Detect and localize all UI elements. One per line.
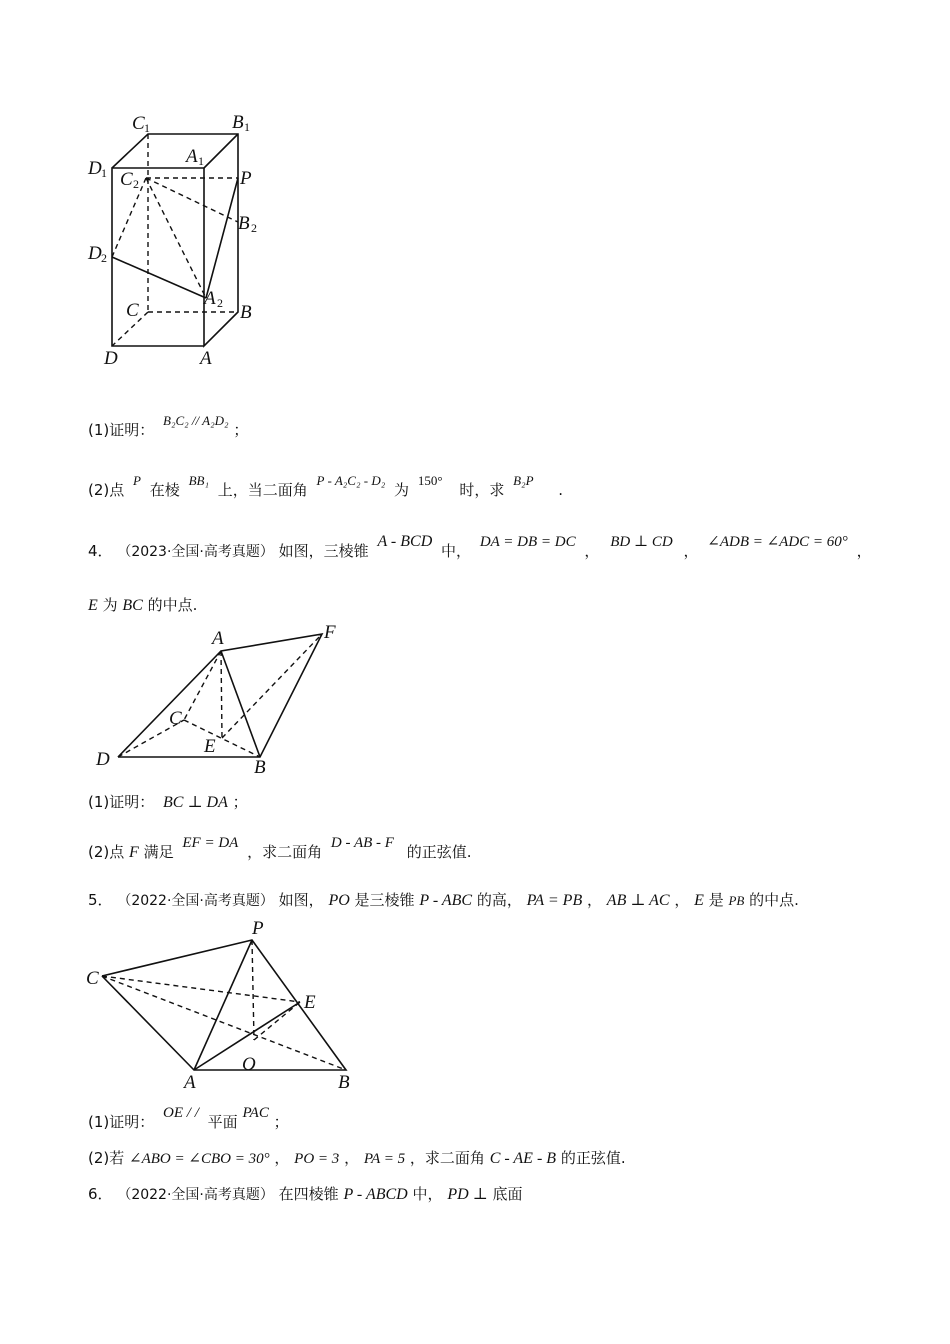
q4-E: E [88, 597, 98, 614]
fig2-label-B: B [254, 757, 266, 778]
label-C: C [126, 300, 139, 321]
q4-t2: 中， [441, 542, 472, 560]
q3-p2-prefix: (2)点 [88, 481, 125, 499]
q5-E: E [694, 892, 704, 909]
q3-p2-BB1: BB₁ [188, 473, 209, 488]
q5-p1-PAC: PAC [242, 1105, 269, 1121]
fig3-label-C: C [86, 968, 99, 989]
q3-p2-P: P [133, 473, 141, 488]
fig3-label-A: A [184, 1072, 196, 1093]
fig2-label-F: F [324, 622, 336, 643]
q5-t1: 如图， [278, 891, 324, 909]
q5-stem [88, 890, 799, 911]
label-C1: C [132, 113, 145, 134]
q6-stem [88, 1184, 522, 1205]
label-D2: D [88, 243, 102, 264]
q3-p1-math: B₂C₂ // A₂D₂ [163, 413, 229, 428]
q4-sep2: ， [683, 542, 699, 560]
q5-p2-sep1: ， [274, 1149, 290, 1167]
q6-pyramid: P - ABCD [343, 1186, 408, 1203]
q4-cond1: DA = DB = DC [479, 534, 576, 550]
q5-sep1: ， [587, 891, 603, 909]
q6-source: （2022·全国·高考真题） [117, 1187, 274, 1203]
q5-part1 [88, 1105, 289, 1133]
q5-p2-cond2: PO = 3 [294, 1151, 340, 1167]
q6-cond1: PD ⊥ [447, 1186, 488, 1203]
q5-p1-t1: 平面 [207, 1113, 238, 1131]
q6-t1: 在四棱锥 [278, 1185, 339, 1203]
q5-source: （2022·全国·高考真题） [117, 893, 274, 909]
fig3-label-B: B [338, 1072, 350, 1093]
label-B: B [240, 302, 252, 323]
label-B1: B [232, 112, 244, 133]
q5-p2-t1: ，求二面角 [409, 1149, 485, 1167]
q4-part2 [88, 835, 472, 863]
q5-p2-sep2: ， [344, 1149, 360, 1167]
q4-line2-t2: 的中点. [147, 596, 198, 614]
q6-t3: 底面 [492, 1185, 523, 1203]
q4-p1-suffix: ； [232, 793, 248, 811]
figure-pyramid [84, 916, 364, 1096]
q5-number: 5． [88, 891, 113, 909]
q4-p2-prefix: (2)点 [88, 843, 125, 861]
q4-part1 [88, 792, 248, 813]
q6-t2: 中， [412, 1185, 443, 1203]
q5-p2-t2: 的正弦值. [560, 1149, 626, 1167]
q5-p1-math: OE / / [163, 1105, 199, 1121]
q5-PB: PB [728, 893, 745, 908]
q3-p2-t4: 时，求 [459, 481, 505, 499]
label-C2: C [120, 169, 133, 190]
fig3-label-E: E [304, 992, 316, 1013]
q3-part1 [88, 413, 249, 441]
q3-p2-t3: 为 [394, 481, 410, 499]
q5-PO: PO [328, 892, 350, 909]
q5-p2-cond3: PA = 5 [363, 1151, 406, 1167]
q4-line2-t1: 为 [102, 596, 118, 614]
sub-B2: 2 [251, 221, 257, 235]
figure-tetrahedron [92, 620, 352, 780]
label-D1: D [88, 158, 102, 179]
q4-p2-angle: D - AB - F [330, 835, 394, 851]
fig3-label-O: O [242, 1054, 256, 1075]
q4-cond3: ∠ADB = ∠ADC = 60° [707, 534, 848, 550]
label-B2: B [238, 213, 250, 234]
q4-t1: 如图，三棱锥 [278, 542, 369, 560]
q5-part2 [88, 1148, 626, 1169]
label-A1: A [186, 146, 198, 167]
fig2-label-E: E [204, 736, 216, 757]
q5-t3: 的高， [476, 891, 522, 909]
sub-C2: 2 [133, 177, 139, 191]
q5-t2: 是三棱锥 [354, 891, 415, 909]
q3-p2-t2: 上，当二面角 [217, 481, 308, 499]
q4-sep3: ， [856, 542, 872, 560]
q3-p2-t5: . [558, 481, 564, 499]
q5-p2-angle: C - AE - B [489, 1150, 557, 1167]
q5-tetrahedron: P - ABC [419, 892, 473, 909]
sub-D1: 1 [101, 166, 107, 180]
q3-p2-t1: 在棱 [149, 481, 180, 499]
q3-p2-deg: 150° [417, 473, 443, 488]
q4-cond2: BD ⊥ CD [610, 534, 673, 550]
sub-B1: 1 [244, 120, 250, 134]
q3-p2-angle: P - A₂C₂ - D₂ [316, 473, 386, 488]
q4-line2 [88, 595, 197, 616]
q5-cond1: PA = PB [526, 892, 583, 909]
q6-number: 6． [88, 1185, 113, 1203]
fig3-label-P: P [252, 918, 264, 939]
q4-p1-prefix: (1)证明： [88, 793, 155, 811]
q3-p1-prefix: (1)证明： [88, 421, 155, 439]
q4-source: （2023·全国·高考真题） [117, 544, 274, 560]
sub-D2: 2 [101, 251, 107, 265]
q5-t5: 的中点. [749, 891, 799, 909]
label-D: D [104, 348, 118, 369]
q4-p2-t3: 的正弦值. [406, 843, 472, 861]
q5-sep2: ， [674, 891, 690, 909]
label-P: P [240, 168, 252, 189]
sub-A2: 2 [217, 296, 223, 310]
q4-number: 4． [88, 542, 113, 560]
label-A: A [200, 348, 212, 369]
q4-p2-t2: ，求二面角 [247, 843, 323, 861]
q3-part2 [88, 473, 564, 501]
q5-t4: 是 [708, 891, 724, 909]
q4-tetrahedron: A - BCD [377, 533, 433, 550]
label-A2: A [204, 288, 216, 309]
q5-p2-cond1: ∠ABO = ∠CBO = 30° [129, 1151, 270, 1167]
q3-p1-suffix: ； [233, 421, 249, 439]
q3-p2-B2P: B₂P [513, 473, 534, 488]
q4-p2-F: F [129, 844, 139, 861]
figure-prism [86, 108, 276, 378]
fig2-label-D: D [96, 749, 110, 770]
fig2-label-C: C [169, 708, 182, 729]
fig2-label-A: A [212, 628, 224, 649]
q4-p2-eq: EF = DA [182, 835, 239, 851]
q4-stem [88, 533, 872, 562]
q5-p2-prefix: (2)若 [88, 1149, 125, 1167]
q4-sep1: ， [584, 542, 600, 560]
q4-p1-math: BC ⊥ DA [163, 794, 228, 811]
q4-BC: BC [122, 597, 143, 614]
sub-A1: 1 [198, 154, 204, 168]
q5-p1-prefix: (1)证明： [88, 1113, 155, 1131]
sub-C1: 1 [144, 121, 150, 135]
q4-p2-t1: 满足 [143, 843, 174, 861]
q5-p1-suffix: ； [273, 1113, 289, 1131]
q5-cond2: AB ⊥ AC [606, 892, 670, 909]
